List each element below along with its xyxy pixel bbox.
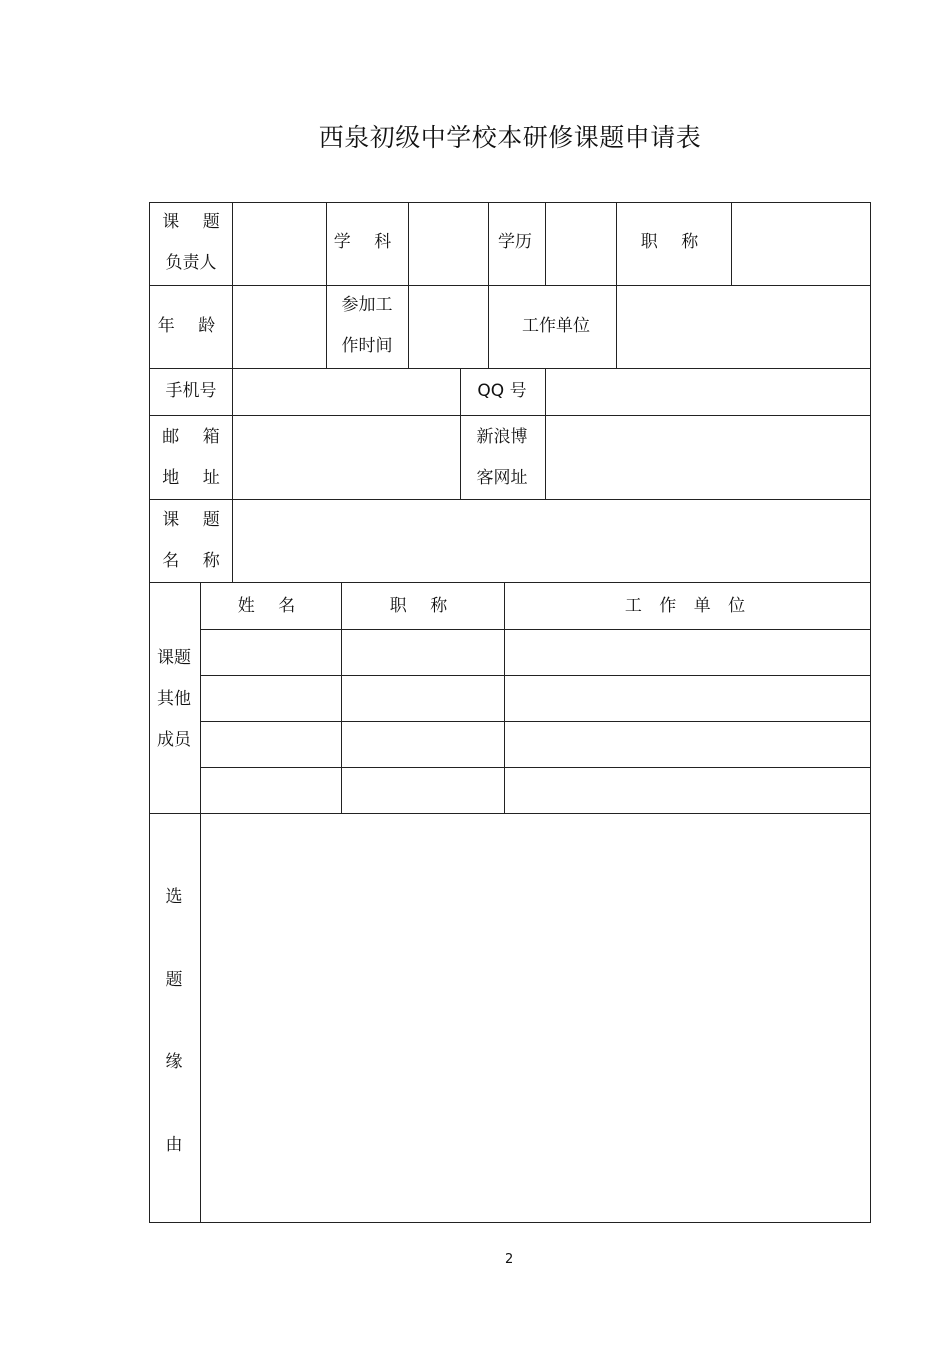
phone-label: 手机号 [165, 381, 217, 401]
page-number: 2 [505, 1252, 514, 1267]
work-unit-field[interactable] [617, 286, 870, 368]
age-field[interactable] [233, 286, 326, 368]
member-name-field[interactable] [201, 722, 341, 767]
blog-field[interactable] [546, 416, 870, 499]
topic-name-label-line1: 课 题 [162, 510, 229, 530]
members-label-line2: 其他 [157, 689, 191, 709]
member-unit-field[interactable] [505, 722, 870, 767]
members-label-line1: 课题 [157, 648, 191, 668]
topic-name-label-line2: 名 称 [162, 551, 229, 571]
table-border-left [149, 202, 150, 1223]
reason-field[interactable] [201, 814, 870, 1222]
topic-name-label [162, 500, 229, 582]
member-title-field[interactable] [342, 630, 504, 675]
col-divider [326, 202, 327, 368]
member-unit-field[interactable] [505, 768, 870, 813]
members-col-name: 姓 名 [237, 596, 305, 616]
member-name-field[interactable] [201, 676, 341, 721]
members-label [157, 638, 191, 761]
topic-name-field[interactable] [233, 500, 870, 582]
member-title-field[interactable] [342, 768, 504, 813]
subject-field[interactable] [409, 203, 488, 285]
email-label-line1: 邮 箱 [162, 427, 229, 447]
member-title-field[interactable] [342, 676, 504, 721]
member-name-field[interactable] [201, 630, 341, 675]
blog-label-line2: 客网址 [476, 468, 528, 488]
leader-label-line1: 课 题 [162, 212, 229, 232]
education-field[interactable] [546, 203, 616, 285]
qq-label: QQ 号 [477, 381, 527, 401]
qq-field[interactable] [546, 369, 870, 415]
reason-label-char2: 题 [165, 970, 183, 990]
subject-label: 学 科 [333, 232, 401, 252]
email-label [162, 417, 229, 499]
member-name-field[interactable] [201, 768, 341, 813]
members-label-line3: 成员 [157, 730, 191, 750]
email-label-line2: 地 址 [162, 468, 229, 488]
blog-label-line1: 新浪博 [476, 427, 528, 447]
job-title-field[interactable] [732, 203, 870, 285]
table-border-right [870, 202, 871, 1223]
row-divider [149, 582, 871, 583]
col-divider [488, 202, 489, 368]
work-start-label-line2: 作时间 [341, 336, 393, 356]
email-field[interactable] [233, 416, 460, 499]
table-border-bottom [149, 1222, 871, 1223]
job-title-label: 职 称 [640, 232, 708, 252]
work-unit-label: 工作单位 [522, 316, 590, 336]
members-col-title: 职 称 [389, 596, 457, 616]
page-title: 西泉初级中学校本研修课题申请表 [318, 123, 702, 152]
member-title-field[interactable] [342, 722, 504, 767]
work-start-field[interactable] [409, 286, 488, 368]
col-divider [460, 368, 461, 499]
blog-label [477, 417, 528, 499]
reason-label-char4: 由 [165, 1135, 183, 1155]
member-unit-field[interactable] [505, 630, 870, 675]
age-label: 年 龄 [157, 316, 225, 336]
education-label: 学历 [498, 232, 532, 252]
leader-label [162, 202, 229, 284]
leader-field[interactable] [233, 203, 326, 285]
member-unit-field[interactable] [505, 676, 870, 721]
reason-label-char3: 缘 [165, 1052, 183, 1072]
work-start-label-line1: 参加工 [341, 295, 393, 315]
reason-label-char1: 选 [165, 887, 183, 907]
phone-field[interactable] [233, 369, 460, 415]
members-col-unit: 工 作 单 位 [624, 596, 752, 616]
work-start-label [342, 285, 393, 367]
leader-label-line2: 负责人 [165, 253, 217, 273]
